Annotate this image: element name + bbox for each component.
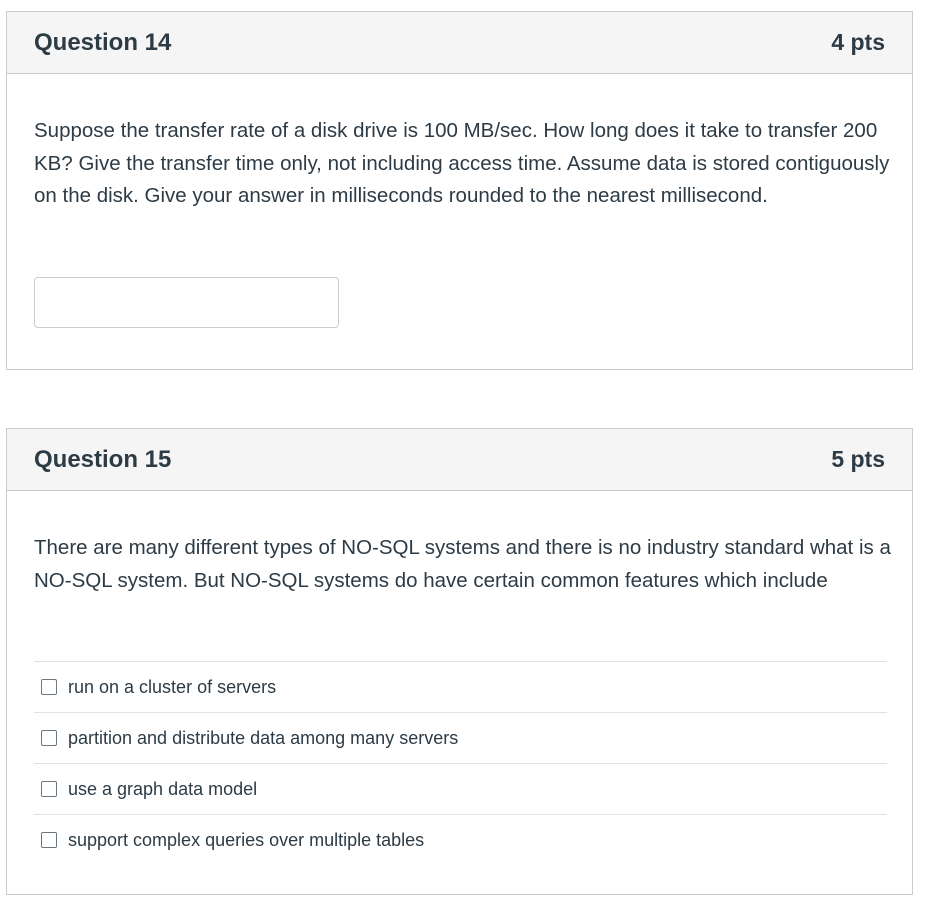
answer-option[interactable] [34, 814, 887, 865]
answer-option[interactable] [34, 661, 887, 712]
answer-options [34, 661, 887, 865]
option-label: partition and distribute data among many servers [68, 727, 459, 748]
question-points: 4 pts [831, 29, 885, 55]
option-label: use a graph data model [68, 778, 258, 799]
checkbox[interactable] [41, 730, 57, 746]
question-15-card [6, 428, 913, 895]
checkbox[interactable] [41, 679, 57, 695]
checkbox[interactable] [41, 781, 57, 797]
option-label: support complex queries over multiple tables [68, 829, 425, 850]
question-points: 5 pts [831, 446, 885, 472]
answer-input[interactable] [34, 277, 339, 328]
option-label: run on a cluster of servers [68, 676, 277, 697]
question-14-card [6, 11, 913, 370]
question-title: Question 15 [34, 445, 172, 473]
checkbox[interactable] [41, 832, 57, 848]
question-header [7, 429, 912, 491]
question-text: There are many different types of NO-SQL systems and there is no industry standard what is a NO-SQL system. But NO-SQL systems do have certain common features which include [34, 536, 891, 592]
answer-option[interactable] [34, 712, 887, 763]
question-header [7, 12, 912, 74]
answer-option[interactable] [34, 763, 887, 814]
question-text: Suppose the transfer rate of a disk drive is 100 MB/sec. How long does it take to transfer 200 KB? Give the transfer time only, not including access time. Assume data is stored contiguously on the disk. Give your answer in milliseconds rounded to the nearest millisecond. [34, 119, 890, 207]
question-title: Question 14 [34, 28, 172, 56]
